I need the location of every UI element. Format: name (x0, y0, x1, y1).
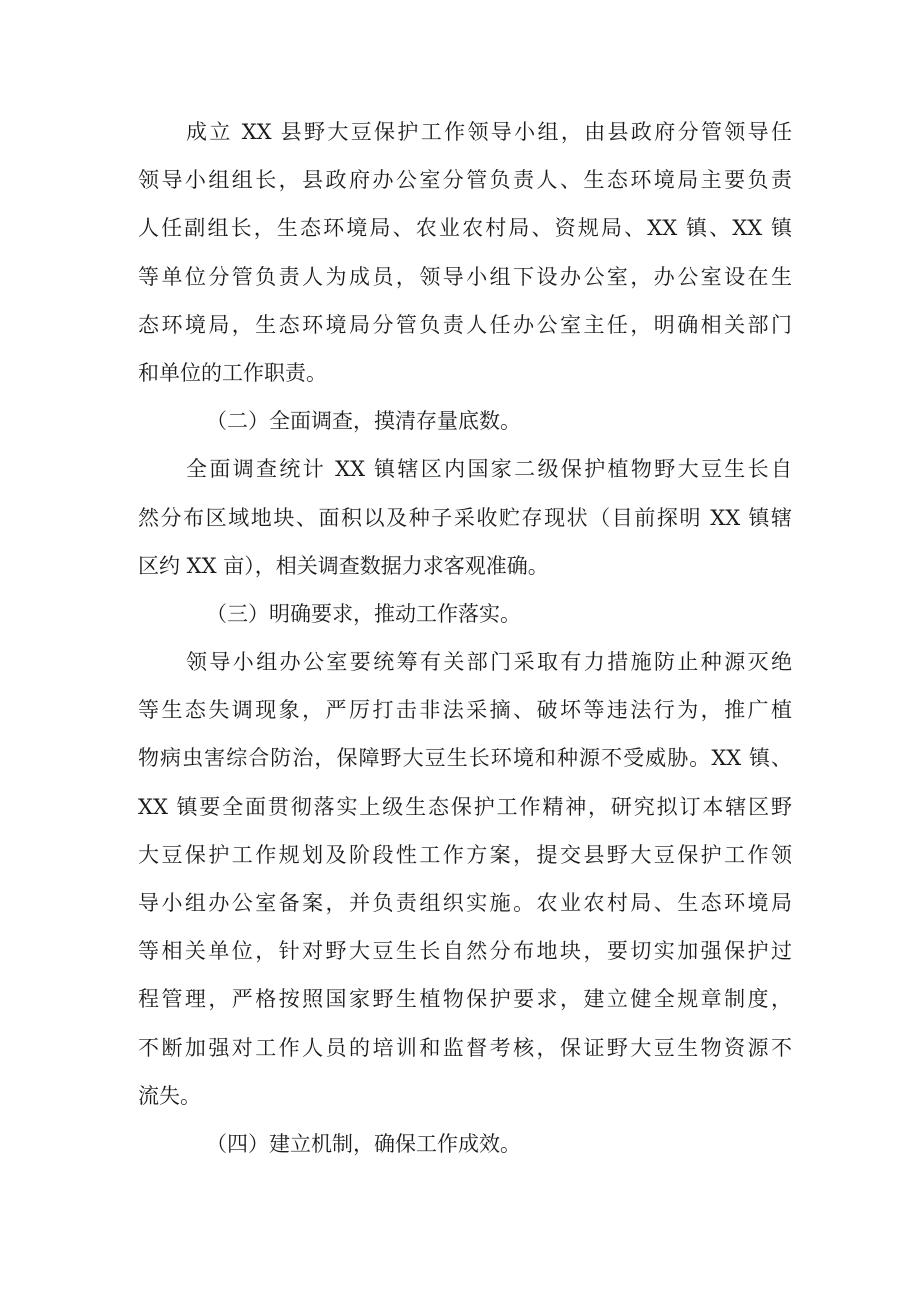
paragraph-survey (138, 445, 792, 590)
text-line: 和单位的工作职责。 (138, 360, 327, 385)
text-line: 导小组办公室备案，并负责组织实施。农业农村局、生态环境局 (138, 891, 792, 915)
text-line: 物病虫害综合防治，保障野大豆生长环境和种源不受威胁。XX 镇、 (138, 746, 792, 771)
paragraph-leading-group (138, 108, 792, 397)
text-line: XX 镇要全面贯彻落实上级生态保护工作精神，研究拟订本辖区野 (138, 794, 792, 819)
section-heading-survey (138, 397, 792, 445)
text-line: 大豆保护工作规划及阶段性工作方案，提交县野大豆保护工作领 (138, 842, 792, 867)
heading-line: （二）全面调查，摸清存量底数。 (206, 409, 521, 434)
text-line: 区约 XX 亩），相关调查数据力求客观准确。 (138, 553, 549, 578)
text-line: 然分布区域地块、面积以及种子采收贮存现状（目前探明 XX 镇辖 (138, 505, 792, 530)
text-line: 成立 XX 县野大豆保护工作领导小组，由县政府分管领导任 (186, 120, 792, 144)
text-line: 等生态失调现象，严厉打击非法采摘、破坏等违法行为，推广植 (138, 698, 792, 723)
section-heading-mechanism (138, 1120, 792, 1168)
text-line: 领导小组办公室要统筹有关部门采取有力措施防止种源灭绝 (186, 650, 792, 675)
text-line: 流失。 (138, 1083, 201, 1108)
text-line: 不断加强对工作人员的培训和监督考核，保证野大豆生物资源不 (138, 1035, 792, 1060)
paragraph-requirements (138, 638, 792, 1120)
document-page (138, 108, 792, 1168)
text-line: 全面调查统计 XX 镇辖区内国家二级保护植物野大豆生长自 (186, 457, 792, 482)
text-line: 程管理，严格按照国家野生植物保护要求，建立健全规章制度， (138, 987, 792, 1012)
text-line: 等相关单位，针对野大豆生长自然分布地块，要切实加强保护过 (138, 939, 792, 964)
heading-line: （三）明确要求，推动工作落实。 (206, 601, 521, 626)
heading-line: （四）建立机制，确保工作成效。 (206, 1131, 521, 1156)
text-line: 态环境局，生态环境局分管负责人任办公室主任，明确相关部门 (138, 312, 792, 337)
text-line: 等单位分管负责人为成员，领导小组下设办公室，办公室设在生 (138, 264, 792, 289)
text-line: 人任副组长，生态环境局、农业农村局、资规局、XX 镇、XX 镇 (138, 216, 792, 241)
section-heading-requirements (138, 590, 792, 638)
text-line: 领导小组组长，县政府办公室分管负责人、生态环境局主要负责 (138, 168, 792, 193)
